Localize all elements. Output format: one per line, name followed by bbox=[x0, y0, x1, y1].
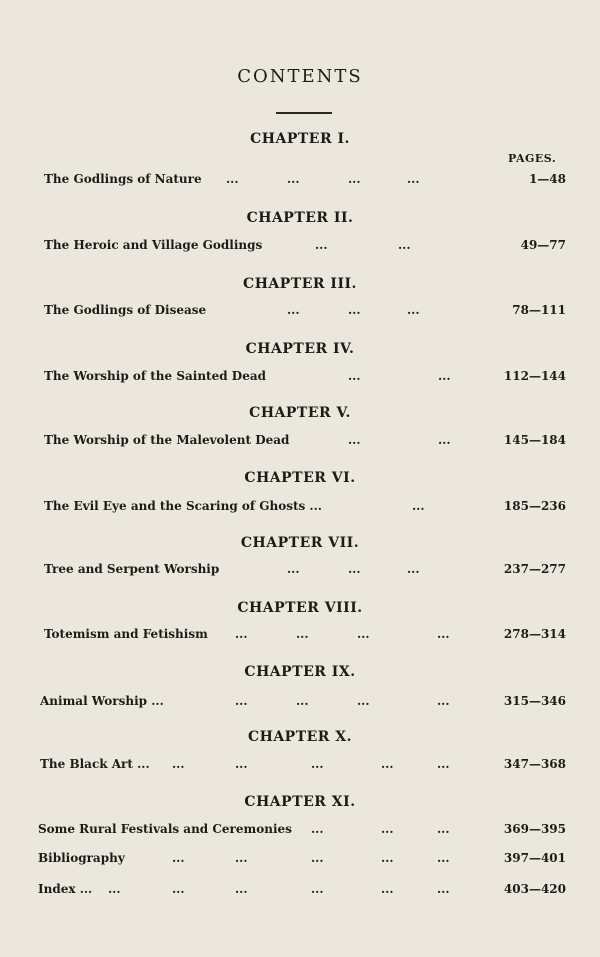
leader-dots: ... bbox=[311, 882, 324, 896]
toc-entry bbox=[0, 757, 600, 775]
leader-dots: ... bbox=[438, 433, 451, 447]
leader-dots: ... bbox=[407, 562, 420, 576]
pages-column-header: PAGES. bbox=[508, 152, 557, 165]
leader-dots: ... bbox=[287, 303, 300, 317]
leader-dots: ... bbox=[381, 757, 394, 771]
entry-title: The Godlings of Nature bbox=[44, 172, 202, 186]
leader-dots: ... bbox=[381, 851, 394, 865]
leader-dots: ... bbox=[348, 172, 361, 186]
toc-entry bbox=[0, 851, 600, 869]
leader-dots: ... bbox=[412, 499, 425, 513]
leader-dots: ... bbox=[172, 757, 185, 771]
leader-dots: ... bbox=[311, 822, 324, 836]
toc-entry bbox=[0, 822, 600, 840]
leader-dots: ... bbox=[235, 851, 248, 865]
entry-title: The Worship of the Sainted Dead bbox=[44, 369, 266, 383]
chapter-heading: CHAPTER VII. bbox=[240, 535, 360, 551]
toc-entry bbox=[0, 694, 600, 712]
toc-entry bbox=[0, 303, 600, 321]
toc-entry bbox=[0, 433, 600, 451]
chapter-heading: CHAPTER IV. bbox=[245, 341, 355, 357]
leader-dots: ... bbox=[348, 433, 361, 447]
leader-dots: ... bbox=[437, 757, 450, 771]
leader-dots: ... bbox=[296, 694, 309, 708]
leader-dots: ... bbox=[357, 694, 370, 708]
entry-pages: 403—420 bbox=[503, 882, 566, 896]
toc-entry bbox=[0, 562, 600, 580]
entry-pages: 397—401 bbox=[503, 851, 566, 865]
entry-pages: 1—48 bbox=[528, 172, 566, 186]
leader-dots: ... bbox=[235, 694, 248, 708]
chapter-heading: CHAPTER IX. bbox=[244, 664, 356, 680]
toc-entry bbox=[0, 369, 600, 387]
entry-pages: 278—314 bbox=[503, 627, 566, 641]
leader-dots: ... bbox=[357, 627, 370, 641]
entry-title: The Evil Eye and the Scaring of Ghosts ... bbox=[44, 499, 322, 513]
chapter-heading: CHAPTER VI. bbox=[244, 470, 356, 486]
leader-dots: ... bbox=[235, 757, 248, 771]
leader-dots: ... bbox=[315, 238, 328, 252]
leader-dots: ... bbox=[348, 303, 361, 317]
entry-pages: 49—77 bbox=[520, 238, 566, 252]
chapter-heading: CHAPTER III. bbox=[243, 276, 357, 292]
entry-title: Some Rural Festivals and Ceremonies bbox=[38, 822, 292, 836]
leader-dots: ... bbox=[296, 627, 309, 641]
entry-pages: 347—368 bbox=[503, 757, 566, 771]
leader-dots: ... bbox=[287, 562, 300, 576]
entry-pages: 145—184 bbox=[503, 433, 566, 447]
leader-dots: ... bbox=[348, 369, 361, 383]
chapter-heading: CHAPTER V. bbox=[249, 405, 351, 421]
entry-pages: 78—111 bbox=[512, 303, 566, 317]
entry-title: Animal Worship ... bbox=[40, 694, 164, 708]
leader-dots: ... bbox=[437, 822, 450, 836]
entry-title: Tree and Serpent Worship bbox=[44, 562, 220, 576]
leader-dots: ... bbox=[108, 882, 121, 896]
leader-dots: ... bbox=[235, 627, 248, 641]
toc-entry bbox=[0, 499, 600, 517]
leader-dots: ... bbox=[437, 882, 450, 896]
leader-dots: ... bbox=[226, 172, 239, 186]
toc-entry bbox=[0, 238, 600, 256]
leader-dots: ... bbox=[437, 627, 450, 641]
chapter-heading: CHAPTER I. bbox=[250, 131, 350, 147]
leader-dots: ... bbox=[381, 882, 394, 896]
leader-dots: ... bbox=[381, 822, 394, 836]
toc-entry bbox=[0, 172, 600, 190]
entry-title: The Worship of the Malevolent Dead bbox=[44, 433, 290, 447]
entry-title: Totemism and Fetishism bbox=[44, 627, 208, 641]
entry-title: The Black Art ... bbox=[40, 757, 150, 771]
chapter-heading: CHAPTER XI. bbox=[244, 794, 356, 810]
leader-dots: ... bbox=[172, 851, 185, 865]
toc-entry bbox=[0, 882, 600, 900]
chapter-heading: CHAPTER X. bbox=[247, 729, 353, 745]
entry-title: The Godlings of Disease bbox=[44, 303, 207, 317]
toc-entry bbox=[0, 627, 600, 645]
leader-dots: ... bbox=[437, 694, 450, 708]
leader-dots: ... bbox=[407, 303, 420, 317]
leader-dots: ... bbox=[438, 369, 451, 383]
entry-title: Bibliography bbox=[38, 851, 125, 865]
leader-dots: ... bbox=[407, 172, 420, 186]
entry-title: Index ... bbox=[38, 882, 93, 896]
leader-dots: ... bbox=[235, 882, 248, 896]
leader-dots: ... bbox=[348, 562, 361, 576]
leader-dots: ... bbox=[398, 238, 411, 252]
entry-pages: 237—277 bbox=[503, 562, 566, 576]
entry-pages: 185—236 bbox=[503, 499, 566, 513]
entry-pages: 369—395 bbox=[503, 822, 566, 836]
leader-dots: ... bbox=[311, 757, 324, 771]
entry-pages: 112—144 bbox=[503, 369, 566, 383]
entry-title: The Heroic and Village Godlings bbox=[44, 238, 263, 252]
page-title: CONTENTS bbox=[237, 66, 363, 87]
leader-dots: ... bbox=[311, 851, 324, 865]
chapter-heading: CHAPTER VIII. bbox=[237, 600, 363, 616]
leader-dots: ... bbox=[437, 851, 450, 865]
leader-dots: ... bbox=[287, 172, 300, 186]
entry-pages: 315—346 bbox=[503, 694, 566, 708]
chapter-heading: CHAPTER II. bbox=[246, 210, 354, 226]
leader-dots: ... bbox=[172, 882, 185, 896]
title-rule bbox=[276, 112, 332, 114]
